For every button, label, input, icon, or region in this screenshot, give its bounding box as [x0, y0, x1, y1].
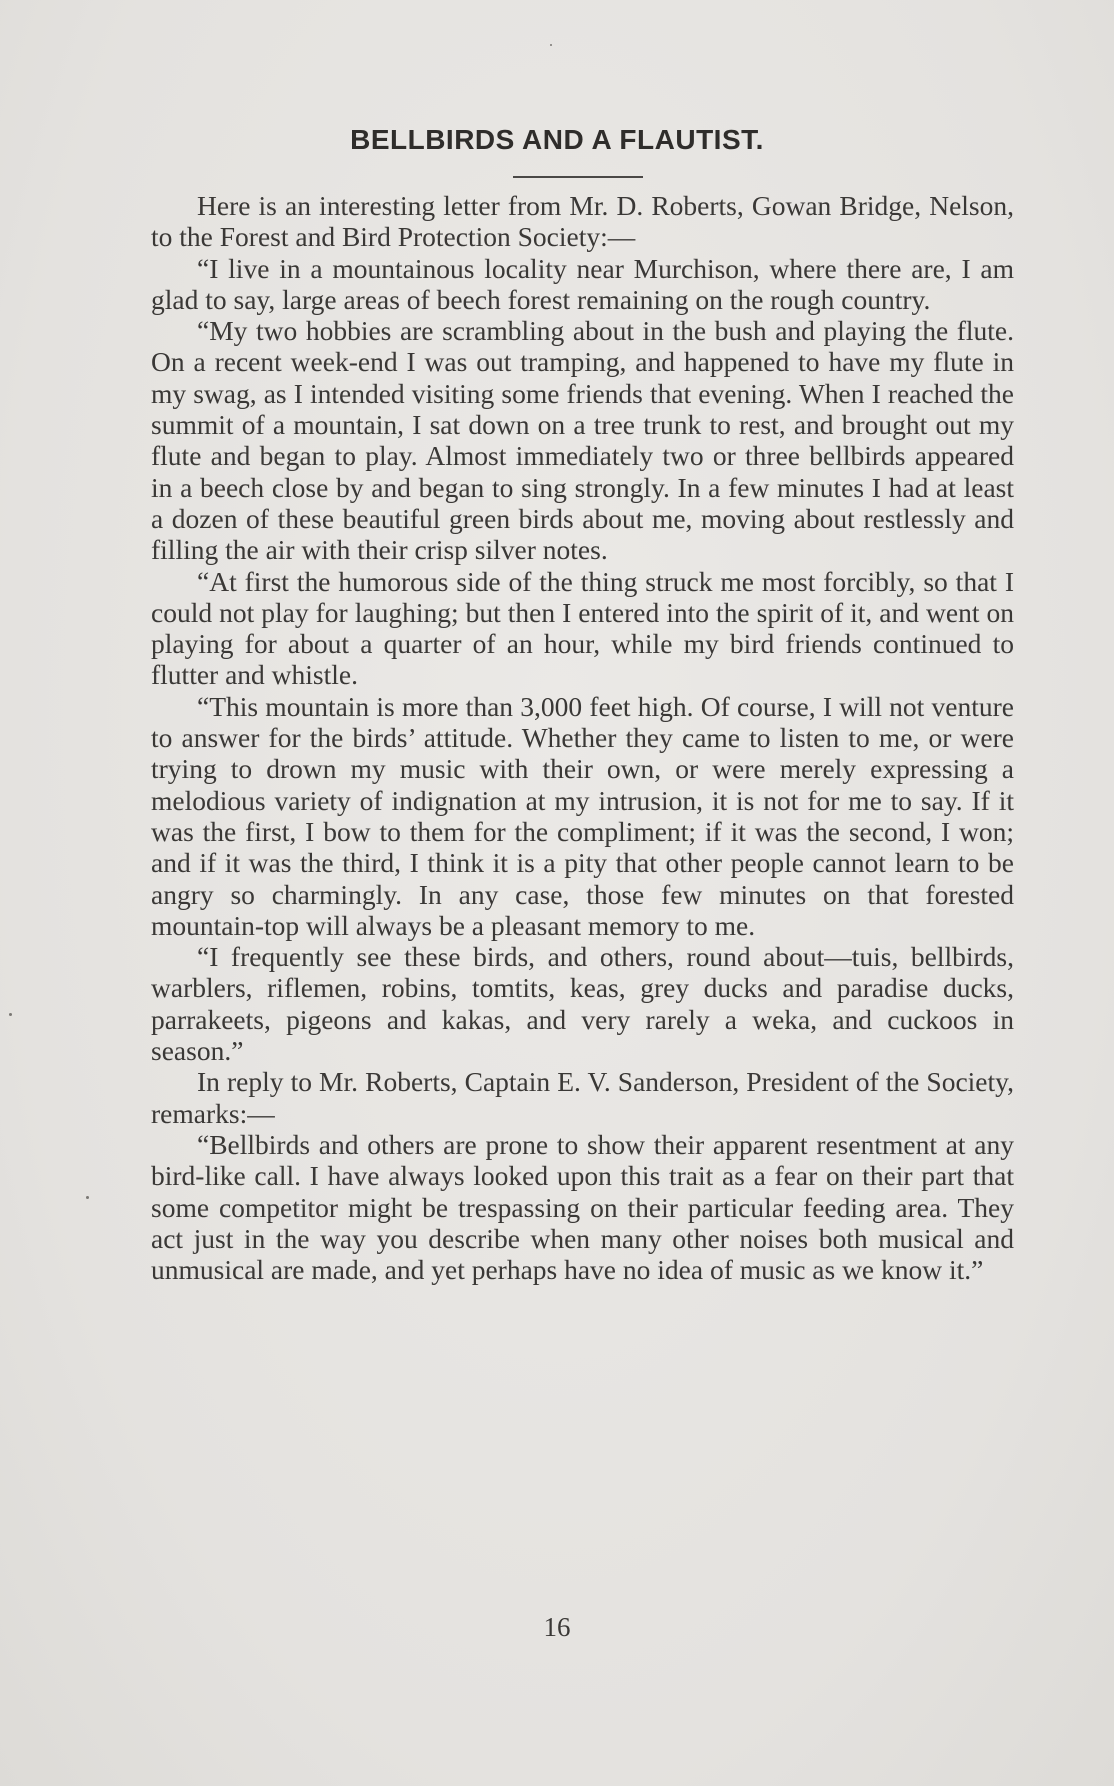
- paper-speck: [9, 1013, 12, 1016]
- paper-speck: [550, 44, 552, 46]
- paragraph-humorous: “At first the humorous side of the thing struck me most forcibly, so that I could not play for laughing; but then I entered into the spirit of it, and went on playing for about a quarter of an hour, while my bird friends continued to flutter and whistle.: [151, 565, 1014, 691]
- title-rule: [513, 176, 643, 178]
- page-number: 16: [543, 1612, 571, 1642]
- paragraph-locality: “I live in a mountainous locality near Murchison, where there are, I am glad to say, large areas of beech forest remaining on the rough country.: [151, 252, 1014, 315]
- paragraph-mountain: “This mountain is more than 3,000 feet high. Of course, I will not venture to answer for the birds’ attitude. Whether they came to listen to me, or were trying to drown my music with their own, or were merely expressing a melodious variety of indignation at my intrusion, it is not for me to say. If it was the first, I bow to them for the compliment; if it was the second, I won; and if it was the third, I think it is a pity that other people cannot learn to be angry so charmingly. In any case, those few minutes on that forested mountain-top will always be a pleasant memory to me.: [151, 690, 1014, 941]
- paper-speck: [86, 1196, 89, 1199]
- paragraph-birds-list: “I frequently see these birds, and others, round about—tuis, bellbirds, warblers, riflemen, robins, tomtits, keas, grey ducks and paradise ducks, parrakeets, pigeons and kakas, and very rarely a weka, and cuckoos in season.”: [151, 941, 1014, 1067]
- article-title: BELLBIRDS AND A FLAUTIST.: [350, 124, 764, 155]
- paragraph-resentment: “Bellbirds and others are prone to show their apparent resentment at any bird-like call. I have always looked upon this trait as a fear on their part that some competitor might be trespassing on their particular feeding area. They act just in the way you describe when many other noises both musical and unmusical are made, and yet perhaps have no idea of music as we know it.”: [151, 1128, 1014, 1286]
- paragraph-hobbies: “My two hobbies are scrambling about in the bush and playing the flute. On a recent week-end I was out tramping, and happened to have my flute in my swag, as I intended visiting some friends that evening. When I reached the summit of a mountain, I sat down on a tree trunk to rest, and brought out my flute and began to play. Almost immediately two or three bellbirds appeared in a beech close by and began to sing strongly. In a few minutes I had at least a dozen of these beautiful green birds about me, moving about restlessly and filling the air with their crisp silver notes.: [151, 315, 1014, 566]
- paragraph-intro: Here is an interesting letter from Mr. D. Roberts, Gowan Bridge, Nelson, to the Forest and Bird Protection Society:—: [151, 190, 1014, 253]
- paragraph-reply: In reply to Mr. Roberts, Captain E. V. Sanderson, President of the Society, remarks:—: [151, 1066, 1014, 1129]
- article-body: [151, 190, 1014, 1285]
